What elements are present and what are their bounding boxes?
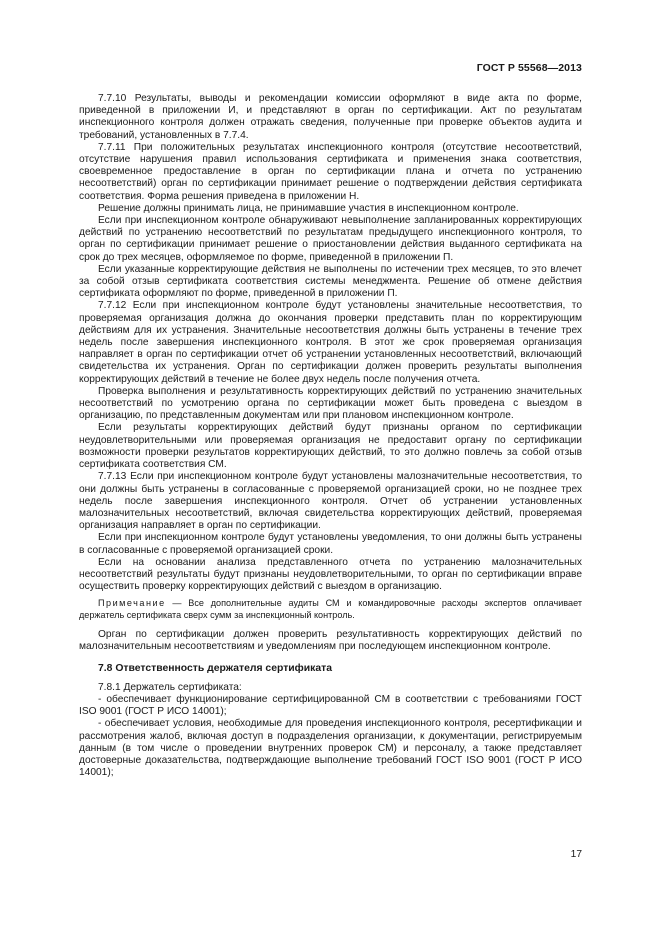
section-title-7-8: 7.8 Ответственность держателя сертификата — [98, 662, 332, 674]
paragraph-unsatisfactory: Если результаты корректирующих действий будут признаны органом по сертификации неудовлетворительными или проверяемая организация не предоставит органу по сертификации возможности проверки результатов корректирующих действий, то это должно повлечь за собой отзыв сертификата соответствия СМ. — [79, 422, 582, 471]
page-number: 17 — [570, 849, 582, 860]
note-text: — Все дополнительные аудиты СМ и командировочные расходы экспертов оплачивает держатель сертификата сверх сумм за инспекционный контроль. — [79, 598, 582, 620]
paragraph-7-8-1: 7.8.1 Держатель сертификата: — [98, 681, 242, 693]
paragraph-revocation: Если указанные корректирующие действия не выполнены по истечении трех месяцев, то это влечет за собой отзыв сертификата соответствия системы менеджмента. Решение об отмене действия сертификата оформляют по форме, приведенной в приложении П. — [79, 263, 582, 300]
paragraph-decision-persons: Решение должны принимать лица, не принимавшие участия в инспекционном контроле. — [98, 202, 519, 214]
standard-id-header: ГОСТ Р 55568—2013 — [476, 62, 582, 74]
note — [79, 598, 582, 621]
paragraph-suspension: Если при инспекционном контроле обнаруживают невыполнение запланированных корректирующих действий по устранению несоответствий по результатам предыдущего инспекционного контроля, то орган по сертификации принимает решение о приостановлении действия выданного сертификата на срок до трех месяцев, оформляемое по форме, приведенной в приложении П. — [79, 215, 582, 263]
paragraph-7-7-10: 7.7.10 Результаты, выводы и рекомендации комиссии оформляют в виде акта по форме, приведенной в приложении И, и представляют в орган по сертификации. Акт по результатам инспекционного контроля должен отражать сведения, полученные при проверке объектов аудита и требований, установленных в 7.7.4. — [79, 93, 582, 141]
document-body — [79, 93, 582, 779]
paragraph-verification: Проверка выполнения и результативность корректирующих действий по устранению значительных несоответствий по усмотрению органа по сертификации может быть проведена с выездом в организацию, по представленным документам или при плановом инспекционном контроле. — [79, 385, 582, 422]
list-item-functioning: - обеспечивает функционирование сертифицированной СМ в соответствии с требованиями ГОСТ ISO 9001 (ГОСТ Р ИСО 14001); — [79, 693, 582, 718]
paragraph-minor-report: Если на основании анализа представленного отчета по устранению малозначительных несоответствий результаты будут признаны неудовлетворительными, то орган по сертификации вправе осуществить проверку корректирующих действий с выездом в организацию. — [79, 556, 582, 593]
paragraph-7-7-11: 7.7.11 При положительных результатах инспекционного контроля (отсутствие несоответствий, отсутствие нарушения правил использования сертификата и применения знака соответствия, своевременное предоставление в орган по сертификации плана и отчета по устранению несоответствий) орган по сертификации принимает решение о подтверждении действия сертификата соответствия. Форма решения приведена в приложении Н. — [79, 141, 582, 202]
paragraph-7-7-13: 7.7.13 Если при инспекционном контроле будут установлены малозначительные несоответствия, то они должны быть устранены в согласованные с проверяемой организацией сроки, но не позднее трех недель после завершения инспекционного контроля. Отчет об устранении установленных малозначительных несоответствий, включая свидетельства корректирующих действий, проверяемая организация направляет в орган по сертификации. — [79, 471, 582, 532]
list-item-conditions: - обеспечивает условия, необходимые для проведения инспекционного контроля, ресертификации и рассмотрения жалоб, включая доступ в подразделения организации, к документации, регистрируемым данным (в том числе о проведении внутренних проверок СМ) и персоналу, а также представляет достоверные доказательства, подтверждающие выполнение требований ГОСТ ISO 9001 (ГОСТ Р ИСО 14001); — [79, 718, 582, 779]
paragraph-notifications: Если при инспекционном контроле будут установлены уведомления, то они должны быть устранены в согласованные с проверяемой организацией сроки. — [79, 532, 582, 556]
note-label: Примечание — [98, 598, 166, 609]
paragraph-follow-up: Орган по сертификации должен проверить результативность корректирующих действий по малозначительным несоответствиям и уведомлениям при последующем инспекционном контроле. — [79, 629, 582, 653]
paragraph-7-7-12: 7.7.12 Если при инспекционном контроле будут установлены значительные несоответствия, то проверяемая организация должна до окончания проверки представить план по корректирующим действиям для их устранения. Значительные несоответствия должны быть устранены в течение трех недель после завершения инспекционного контроля. В этот же срок проверяемая организация направляет в орган по сертификации отчет об устранении установленных несоответствий, включающий свидетельства их устранения. Орган по сертификации должен проверить результаты выполнения корректирующих действий в течение не более двух недель после получения отчета. — [79, 300, 582, 385]
